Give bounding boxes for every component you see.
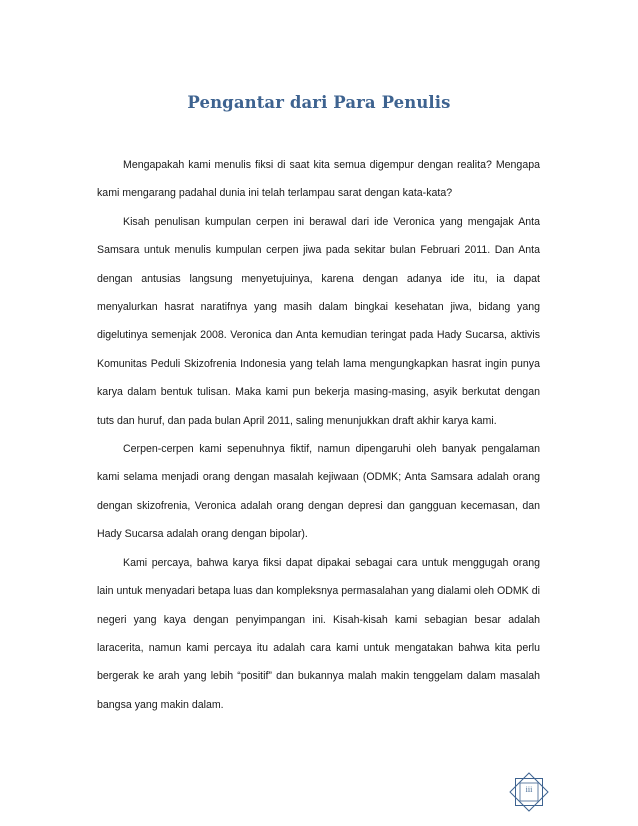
page-number: iii: [525, 785, 533, 794]
page-title: Pengantar dari Para Penulis: [187, 93, 451, 112]
body-text: [97, 151, 540, 719]
paragraph-4: Kami percaya, bahwa karya fiksi dapat dipakai sebagai cara untuk menggugah orang lain untuk menyadari betapa luas dan kompleksnya permasalahan yang dialami oleh ODMK di negeri yang kaya dengan penyimpangan ini. Kisah-kisah kami sebagian besar adalah laracerita, namun kami percaya itu adalah cara kami untuk mengatakan bahwa kita perlu bergerak ke arah yang lebih “positif” dan bukannya malah makin tenggelam dalam masalah bangsa yang makin dalam.: [97, 556, 540, 711]
paragraph-2: Kisah penulisan kumpulan cerpen ini berawal dari ide Veronica yang mengajak Anta Samsara untuk menulis kumpulan cerpen jiwa pada sekitar bulan Februari 2011. Dan Anta dengan antusias langsung menyetujuinya, karena dengan adanya ide itu, ia dapat menyalurkan hasrat naratifnya yang masih dalam bingkai kesehatan jiwa, bidang yang digelutinya semenjak 2008. Veronica dan Anta kemudian teringat pada Hady Sucarsa, aktivis Komunitas Peduli Skizofrenia Indonesia yang telah lama mengungkapkan hasrat ingin punya karya dalam bentuk tulisan. Maka kami pun bekerja masing-masing, asyik berkutat dengan tuts dan huruf, dan pada bulan April 2011, saling menunjukkan draft akhir karya kami.: [97, 215, 540, 427]
paragraph-1: Mengapakah kami menulis fiksi di saat kita semua digempur dengan realita? Mengapa kami mengarang padahal dunia ini telah terlampau sarat dengan kata-kata?: [97, 159, 540, 200]
paragraph-3: Cerpen-cerpen kami sepenuhnya fiktif, namun dipengaruhi oleh banyak pengalaman kami selama menjadi orang dengan masalah kejiwaan (ODMK; Anta Samsara adalah orang dengan skizofrenia, Veronica adalah orang dengan depresi dan gangguan kecemasan, dan Hady Sucarsa adalah orang dengan bipolar).: [97, 443, 540, 541]
